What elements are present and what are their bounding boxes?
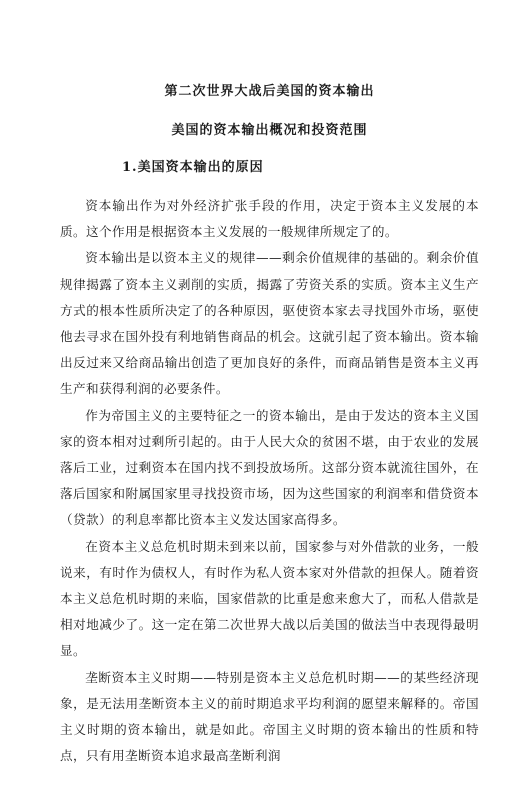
paragraph: 资本输出作为对外经济扩张手段的作用，决定于资本主义发展的本质。这个作用是根据资本主义发展的一般规律所规定了的。 xyxy=(60,198,479,240)
section-heading: 1.美国资本输出的原因 xyxy=(122,160,264,175)
paragraph: 垄断资本主义时期——特别是资本主义总危机时期——的某些经济现象，是无法用垄断资本主义的前时期追求平均利润的愿望来解释的。帝国主义时期的资本输出，就是如此。帝国主义时期的资本输出的性质和特点，只有用垄断资本追求最高垄断利润 xyxy=(60,669,479,764)
document-title: 第二次世界大战后美国的资本输出 xyxy=(164,84,375,99)
document-subtitle: 美国的资本输出概况和投资范围 xyxy=(171,123,368,138)
paragraph: 在资本主义总危机时期未到来以前，国家参与对外借款的业务，一般说来，有时作为债权人，有时作为私人资本家对外借款的担保人。随着资本主义总危机时期的来临，国家借款的比重是愈来愈大了，而私人借款是相对地减少了。这一定在第二次世界大战以后美国的做法当中表现得最明显。 xyxy=(60,538,479,659)
paragraph: 资本输出是以资本主义的规律——剩余价值规律的基础的。剩余价值规律揭露了资本主义剥削的实质，揭露了劳资关系的实质。资本主义生产方式的根本性质所决定了的各种原因，驱使资本家去寻找国外市场，驱使他去寻求在国外投有利地销售商品的机会。这就引起了资本输出。资本输出反过来又给商品输出创造了更加良好的条件，而商品销售是资本主义再生产和获得利润的必要条件。 xyxy=(60,250,479,397)
paragraph: 作为帝国主义的主要特征之一的资本输出，是由于发达的资本主义国家的资本相对过剩所引起的。由于人民大众的贫困不堪，由于农业的发展落后工业，过剩资本在国内找不到投放场所。这部分资本就流往国外，在落后国家和附属国家里寻找投资市场，因为这些国家的利润率和借贷资本（贷款）的利息率都比资本主义发达国家高得多。 xyxy=(60,407,479,528)
